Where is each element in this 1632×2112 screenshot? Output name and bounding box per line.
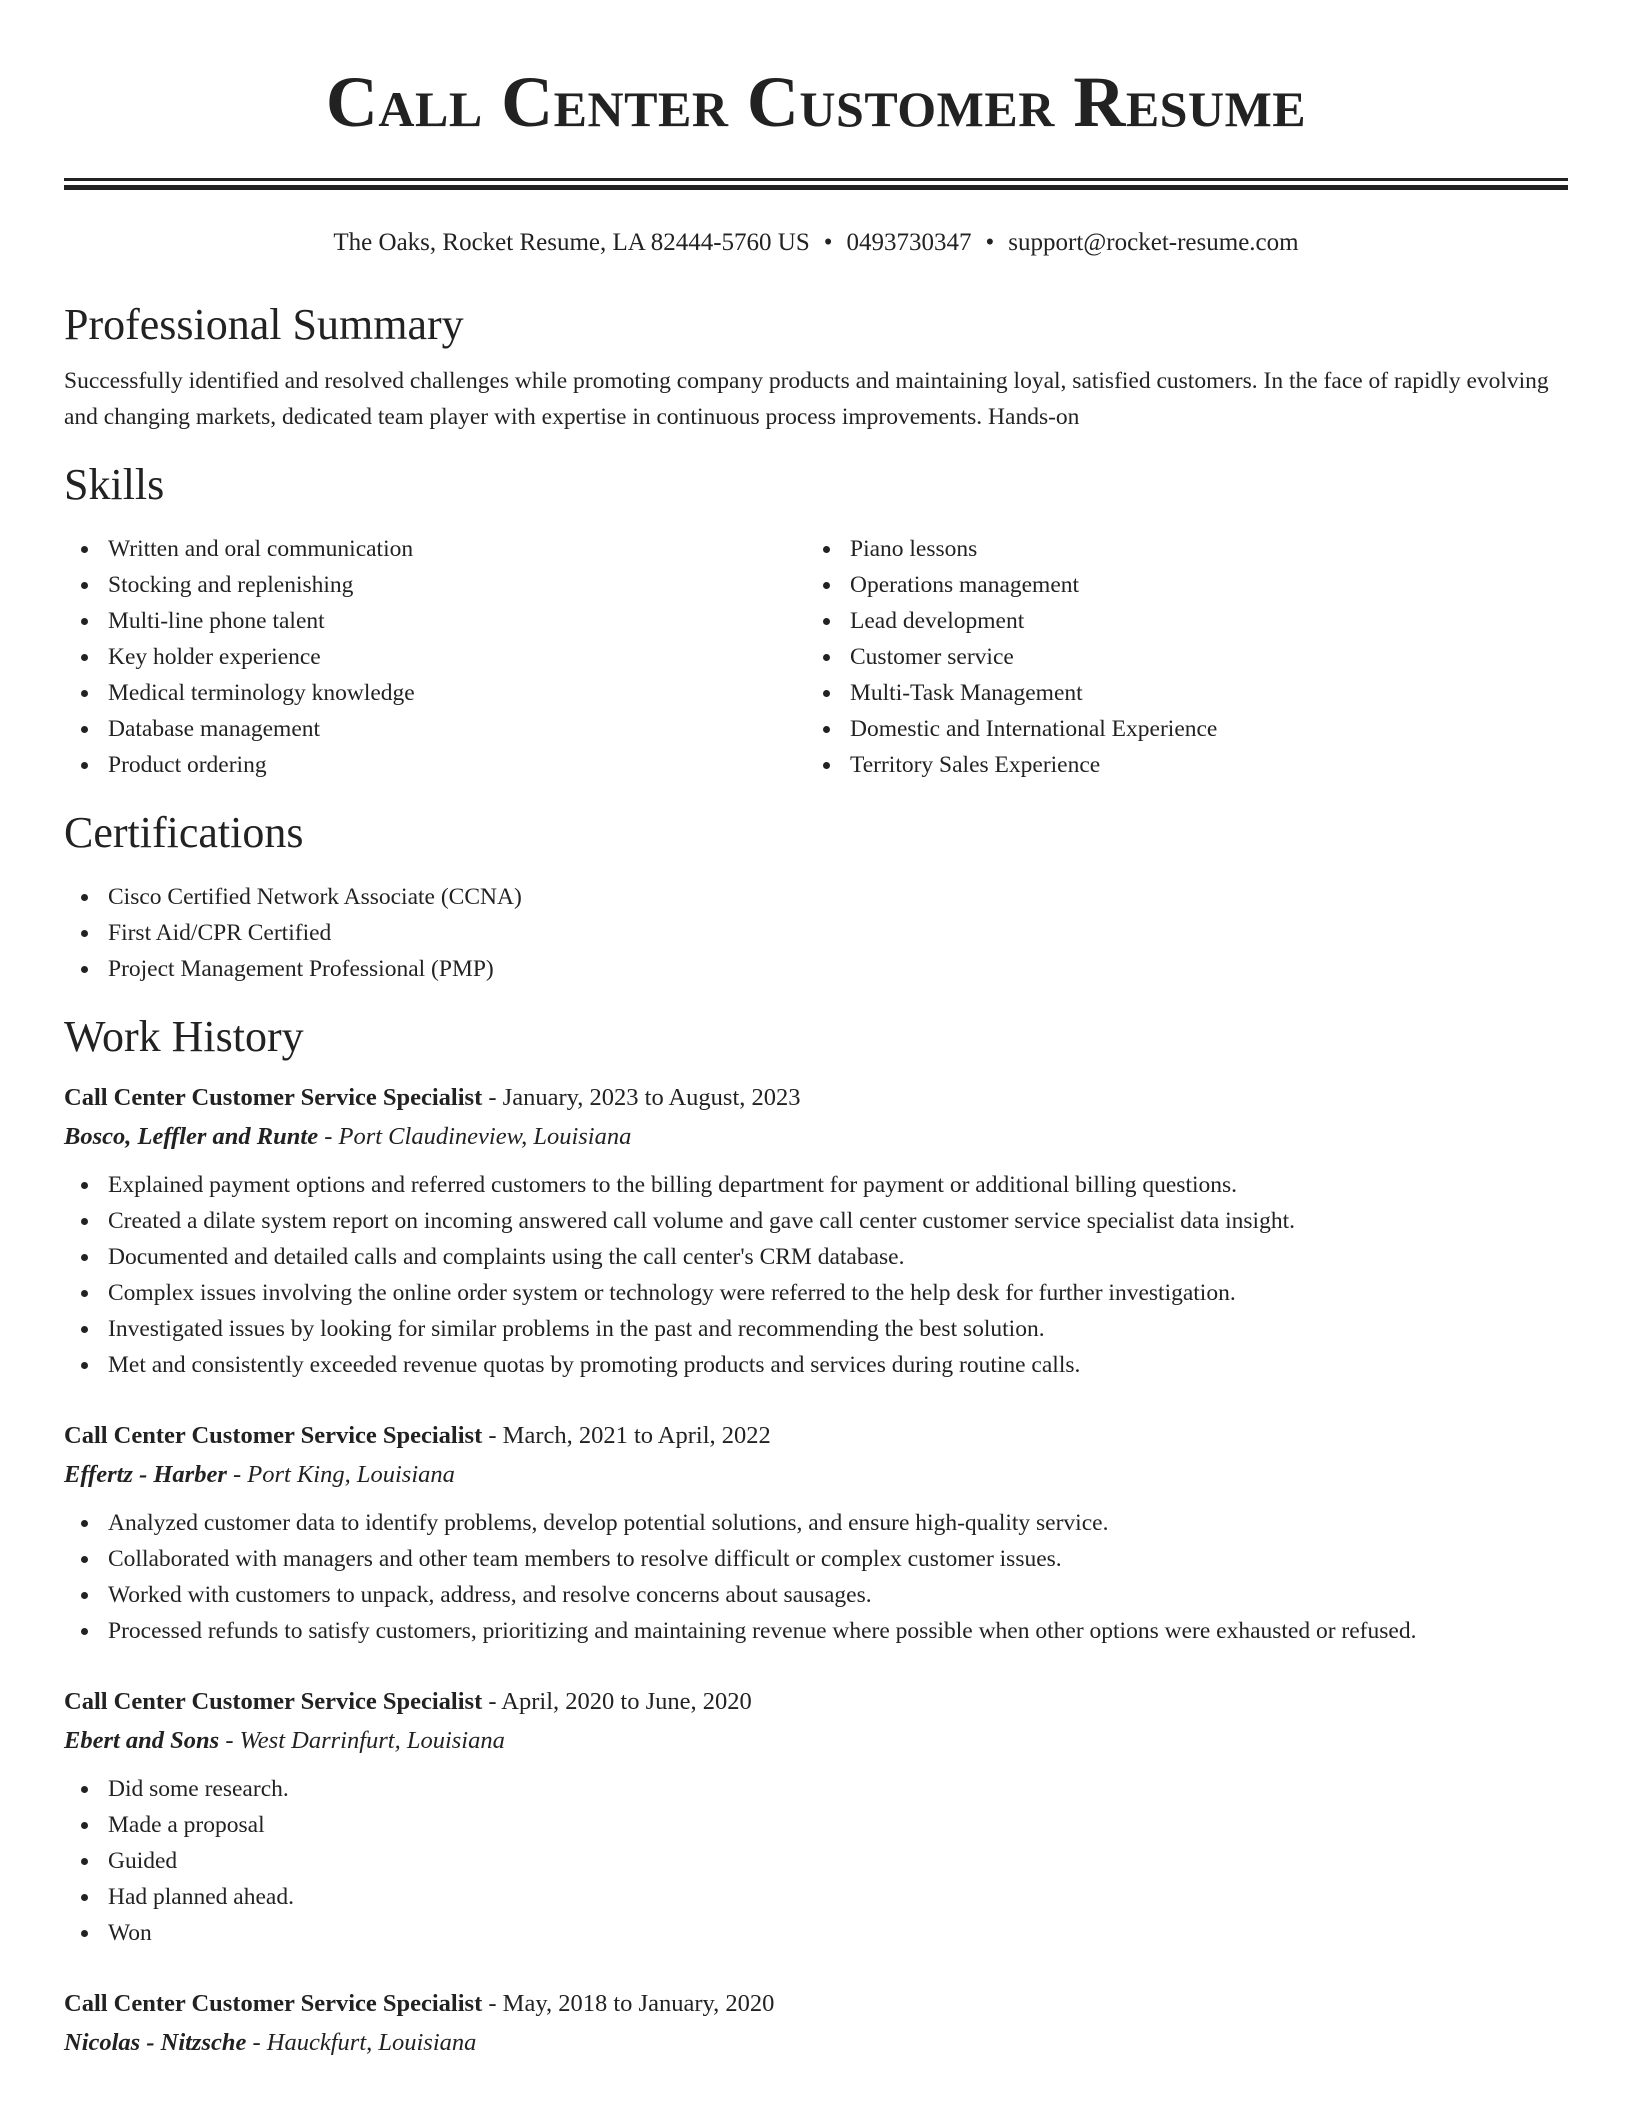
job-dates: - May, 2018 to January, 2020 <box>482 1990 775 2017</box>
job-location: - Port Claudineview, Louisiana <box>318 1123 632 1150</box>
certifications-heading: Certifications <box>64 808 304 857</box>
certifications-list <box>64 879 1568 987</box>
job-role: Call Center Customer Service Specialist <box>64 1688 483 1715</box>
skill-item: Customer service <box>806 639 1548 675</box>
title-double-rule <box>64 178 1568 190</box>
job-location: - Hauckfurt, Louisiana <box>246 2029 477 2056</box>
job-entry <box>64 1985 1568 2063</box>
job-company-line <box>64 1117 1568 1157</box>
job-duty-item: Collaborated with managers and other team members to resolve difficult or complex customer issues. <box>64 1541 1568 1577</box>
job-company-line <box>64 2023 1568 2063</box>
skill-item: Multi-line phone talent <box>64 603 806 639</box>
job-duty-item: Guided <box>64 1843 1568 1879</box>
skill-item: Product ordering <box>64 747 806 783</box>
job-duty-item: Worked with customers to unpack, address, and resolve concerns about sausages. <box>64 1577 1568 1613</box>
job-location: - West Darrinfurt, Louisiana <box>219 1727 505 1754</box>
skill-item: Operations management <box>806 567 1548 603</box>
contact-address: The Oaks, Rocket Resume, LA 82444-5760 US <box>333 229 810 256</box>
skill-item: Domestic and International Experience <box>806 711 1548 747</box>
job-role: Call Center Customer Service Specialist <box>64 1990 483 2017</box>
job-title-line <box>64 1079 1568 1117</box>
skill-item: Medical terminology knowledge <box>64 675 806 711</box>
job-duty-item: Investigated issues by looking for similar problems in the past and recommending the best solution. <box>64 1311 1568 1347</box>
skill-item: Database management <box>64 711 806 747</box>
job-location: - Port King, Louisiana <box>226 1461 455 1488</box>
skills-list-left <box>64 531 806 783</box>
job-duty-item: Analyzed customer data to identify problems, develop potential solutions, and ensure high-quality service. <box>64 1505 1568 1541</box>
job-title-line <box>64 1683 1568 1721</box>
job-duty-item: Complex issues involving the online order system or technology were referred to the help desk for further investigation. <box>64 1275 1568 1311</box>
job-role: Call Center Customer Service Specialist <box>64 1422 483 1449</box>
job-duty-item: Did some research. <box>64 1771 1568 1807</box>
skills-heading: Skills <box>64 460 165 509</box>
job-duty-item: Explained payment options and referred customers to the billing department for payment or additional billing questions. <box>64 1167 1568 1203</box>
job-duty-item: Created a dilate system report on incoming answered call volume and gave call center customer service specialist data insight. <box>64 1203 1568 1239</box>
contact-separator: • <box>985 229 995 256</box>
job-entry <box>64 1417 1568 1649</box>
certification-item: Cisco Certified Network Associate (CCNA) <box>64 879 1568 915</box>
job-role: Call Center Customer Service Specialist <box>64 1084 483 1111</box>
job-entry <box>64 1079 1568 1383</box>
job-company: Effertz - Harber <box>64 1461 227 1488</box>
job-title-line <box>64 1417 1568 1455</box>
job-dates: - March, 2021 to April, 2022 <box>482 1422 771 1449</box>
skill-item: Stocking and replenishing <box>64 567 806 603</box>
skills-list-right <box>806 531 1548 783</box>
job-company: Bosco, Leffler and Runte <box>64 1123 319 1150</box>
job-duty-item: Made a proposal <box>64 1807 1568 1843</box>
job-entry <box>64 1683 1568 1951</box>
skill-item: Key holder experience <box>64 639 806 675</box>
job-dates: - April, 2020 to June, 2020 <box>482 1688 752 1715</box>
job-company: Ebert and Sons <box>64 1727 220 1754</box>
job-duty-item: Met and consistently exceeded revenue quotas by promoting products and services during routine calls. <box>64 1347 1568 1383</box>
certification-item: First Aid/CPR Certified <box>64 915 1568 951</box>
skills-columns <box>64 531 1568 783</box>
summary-heading: Professional Summary <box>64 300 464 349</box>
job-dates: - January, 2023 to August, 2023 <box>482 1084 801 1111</box>
job-company-line <box>64 1721 1568 1761</box>
job-duty-item: Had planned ahead. <box>64 1879 1568 1915</box>
work-history-heading: Work History <box>64 1012 304 1061</box>
summary-text: Successfully identified and resolved challenges while promoting company products and maintaining loyal, satisfied customers. In the face of rapidly evolving and changing markets, dedicated team player with expertise in continuous process improvements. Hands-on <box>64 368 1549 430</box>
skill-item: Piano lessons <box>806 531 1548 567</box>
work-history-list <box>64 1079 1568 2063</box>
job-duty-item: Documented and detailed calls and complaints using the call center's CRM database. <box>64 1239 1568 1275</box>
skill-item: Lead development <box>806 603 1548 639</box>
skill-item: Territory Sales Experience <box>806 747 1548 783</box>
job-duties-list <box>64 1505 1568 1649</box>
job-duty-item: Won <box>64 1915 1568 1951</box>
contact-line <box>64 227 1568 259</box>
resume-title: Call Center Customer Resume <box>325 62 1307 142</box>
job-title-line <box>64 1985 1568 2023</box>
contact-email: support@rocket-resume.com <box>1008 229 1299 256</box>
contact-separator: • <box>823 229 833 256</box>
job-company-line <box>64 1455 1568 1495</box>
certification-item: Project Management Professional (PMP) <box>64 951 1568 987</box>
job-duties-list <box>64 1771 1568 1951</box>
contact-phone: 0493730347 <box>846 229 972 256</box>
job-duty-item: Processed refunds to satisfy customers, prioritizing and maintaining revenue where possible when other options were exhausted or refused. <box>64 1613 1568 1649</box>
skill-item: Written and oral communication <box>64 531 806 567</box>
job-duties-list <box>64 1167 1568 1383</box>
job-company: Nicolas - Nitzsche <box>64 2029 247 2056</box>
skill-item: Multi-Task Management <box>806 675 1548 711</box>
